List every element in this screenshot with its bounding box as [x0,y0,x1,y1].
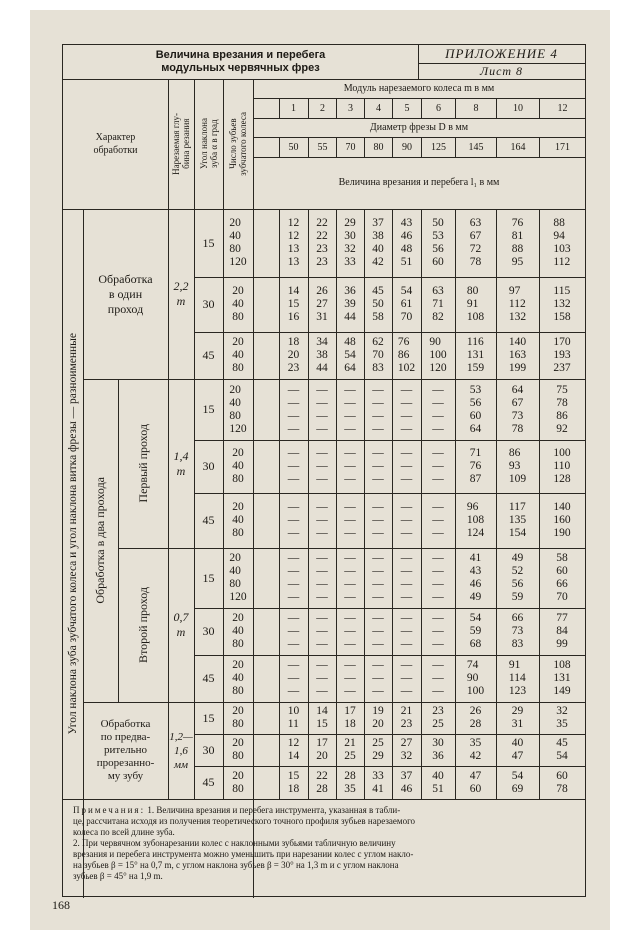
diameter-cell: 80 [364,137,392,157]
depth-single: 2,2 m [173,279,189,308]
value-cell: — — — [316,612,328,650]
value-cell: 76 81 88 95 [511,217,524,268]
value-cell: 32 35 [556,705,568,730]
value-cell: 17 20 [316,737,328,762]
value-cell: 29 30 32 33 [344,217,356,268]
value-cell: 47 60 [469,769,482,795]
module-cell: 3 [336,98,364,118]
value-cell: — — — [316,659,328,697]
diameter-cell: 55 [308,137,336,157]
value-cell: — — — [316,501,328,539]
value-cell: 28 35 [344,769,356,795]
col-divider [539,209,540,799]
diameter-cell: 171 [539,137,585,157]
diameter-cell: 70 [336,137,364,157]
value-cell: — — — — [316,552,328,603]
value-cell: 74 90 100 [466,659,485,697]
value-cell: 54 61 70 [400,285,413,323]
value-cell: 37 38 40 42 [372,217,384,268]
value-cell: 22 22 23 23 [316,217,328,268]
header-depth: Нарезаемая глу- бина резания [171,113,191,175]
appendix-label: ПРИЛОЖЕНИЕ 4 [445,46,558,61]
module-row [253,98,585,118]
value-cell: — — — — [344,552,356,603]
value-cell: 29 31 [511,705,524,730]
header-module: Модуль нарезаемого колеса m в мм [343,82,495,94]
diameter-cell: 145 [455,137,496,157]
value-cell: — — — — [344,383,356,435]
value-cell: 17 18 [344,705,356,730]
teeth-cell: 20 40 80 [232,659,244,697]
value-cell: 48 54 64 [344,336,356,374]
value-cell: 63 67 72 78 [469,217,482,268]
value-cell: — — — [344,612,356,650]
value-cell: — — — [400,501,413,539]
value-cell: 77 84 99 [556,612,568,650]
module-cell: 8 [455,98,496,118]
group-pre-cut: Обработка по предва- рительно прорезанно- му зубу [96,718,155,782]
table-frame [62,44,586,897]
col-divider [455,209,456,799]
teeth-cell: 20 40 80 [232,285,244,323]
value-cell: — — — [372,612,384,650]
header-diameter: Диаметр фрезы D в мм [369,121,469,133]
depth-first: 1,4 m [173,448,189,478]
value-cell: — — — — [372,383,384,435]
angle-cell: 30 [202,297,215,311]
value-cell: 50 53 56 60 [432,217,444,268]
value-cell: — — — — [287,383,300,435]
header-teeth: Число зубьев зубчатого колеса [228,112,248,176]
value-cell: 91 114 123 [508,659,527,697]
teeth-cell: 20 40 80 [232,447,244,485]
teeth-cell: 20 40 80 120 [229,217,247,268]
value-cell: 22 28 [316,769,328,795]
col-divider [496,209,497,799]
value-cell: 66 73 83 [511,612,524,650]
value-cell: 18 20 23 [287,336,300,374]
value-cell: 90 100 120 [429,336,447,374]
value-cell: — — — [287,612,300,650]
value-cell: 26 28 [469,705,482,730]
value-cell: 80 91 108 [466,285,485,323]
value-cell: 12 12 13 13 [287,217,300,268]
value-cell: 10 11 [287,705,300,730]
value-cell: 12 14 [287,737,300,762]
teeth-cell: 20 40 80 [232,612,244,650]
value-cell: — — — [344,501,356,539]
module-cell: 12 [539,98,585,118]
value-cell: — — — [432,659,444,697]
teeth-cell: 20 40 80 [232,501,244,539]
teeth-cell: 20 40 80 [232,336,244,374]
module-cell: 1 [291,102,296,114]
value-cell: — — — — [432,552,444,603]
col-divider [279,137,280,157]
value-cell: 34 38 44 [316,336,328,374]
value-cell: — — — [432,612,444,650]
value-cell: 45 54 [556,737,568,762]
value-cell: 170 193 237 [553,336,571,374]
value-cell: — — — — [316,383,328,435]
value-cell: 30 36 [432,737,444,762]
angle-cell: 15 [202,235,215,250]
angle-cell: 15 [202,710,215,725]
teeth-cell: 20 80 [232,705,244,730]
value-cell: 15 18 [287,769,300,795]
notes [73,805,578,882]
teeth-cell: 20 80 [232,769,244,795]
header-character: Характер обработки [93,132,138,156]
diameter-cell: 50 [288,141,299,153]
value-cell: — — — [372,501,384,539]
value-cell: 140 160 190 [553,501,571,539]
value-cell: 71 76 87 [469,447,482,485]
value-cell: — — — [287,447,300,485]
value-cell: 96 108 124 [466,501,485,539]
value-cell: — — — — [287,552,300,603]
teeth-cell: 20 40 80 120 [229,552,247,603]
value-cell: 62 70 83 [372,336,384,374]
value-cell: 27 32 [400,737,413,762]
value-cell: — — — [344,447,356,485]
angle-cell: 45 [202,348,215,362]
value-cell: 64 67 73 78 [511,383,524,435]
page-number: 168 [52,898,70,912]
angle-cell: 45 [202,671,215,685]
value-cell: 40 47 [511,737,524,762]
value-cell: — — — — [372,552,384,603]
module-cell: 2 [308,98,336,118]
value-cell: 36 39 44 [344,285,356,323]
col-divider [279,98,280,118]
value-cell: 97 112 132 [508,285,527,323]
value-cell: — — — [372,447,384,485]
value-cell: 37 46 [400,769,413,795]
angle-cell: 45 [202,513,215,527]
table-title: Величина врезания и перебега модульных червячных фрез [155,49,326,74]
angle-cell: 45 [202,775,215,789]
value-cell: 19 20 [372,705,384,730]
value-cell: 108 131 149 [553,659,571,697]
value-cell: 49 52 56 59 [511,552,524,603]
value-cell: — — — — [400,552,413,603]
teeth-cell: 20 80 [232,737,244,762]
module-cell: 6 [421,98,455,118]
note-1: 1. Величина врезания и перебега инструмента, указанная в табли- це, рассчитана исходя из получения теоретического точного профиля зубьев нарезаемого колеса по всей длине зуба. [73,805,416,837]
value-cell: 115 132 158 [553,285,571,323]
notes-title: Примечания: [73,805,146,815]
value-cell: 35 42 [469,737,482,762]
value-cell: 76 86 102 [397,336,416,374]
value-cell: 43 46 48 51 [400,217,413,268]
value-cell: — — — [400,447,413,485]
value-cell: 58 60 66 70 [556,552,568,603]
header-angle: Угол наклона зуба α в град [198,118,219,170]
value-cell: 75 78 86 92 [556,383,568,435]
value-cell: — — — [372,659,384,697]
module-cell: 10 [496,98,539,118]
angle-cell: 15 [202,402,215,416]
angle-cell: 30 [202,459,215,473]
side-label: Угол наклона зуба зубчатого колеса и угол наклона витка фрезы — разноименные [67,333,79,735]
value-cell: 23 25 [432,705,444,730]
value-cell: 86 93 109 [508,447,527,485]
value-cell: — — — [287,501,300,539]
value-cell: 26 27 31 [316,285,328,323]
value-cell: 54 59 68 [469,612,482,650]
value-cell: 21 23 [400,705,413,730]
col-divider [336,209,337,799]
value-cell: — — — — [400,383,413,435]
value-cell: — — — [432,501,444,539]
value-cell: — — — [316,447,328,485]
value-cell: — — — [400,659,413,697]
angle-cell: 15 [202,570,215,585]
col-divider [421,209,422,799]
value-cell: 14 15 [316,705,328,730]
value-cell: — — — [432,447,444,485]
group-two-passes: Обработка в два прохода [93,477,107,604]
value-cell: 100 110 128 [553,447,571,485]
diameter-row [253,137,585,157]
angle-cell: 30 [202,742,215,757]
teeth-cell: 20 40 80 120 [229,383,247,435]
value-cell: 45 50 58 [372,285,384,323]
group-single-pass: Обработка в один проход [98,271,153,316]
angle-cell: 30 [202,624,215,638]
value-cell: — — — [287,659,300,697]
depth-pre: 1,2— 1,6 мм [169,730,193,771]
header-value: Величина врезания и перебега l₁ в мм [338,177,500,188]
diameter-cell: 90 [392,137,421,157]
value-cell: 14 15 16 [287,285,300,323]
diameter-cell: 125 [421,137,455,157]
note-2: 2. При червячном зубонарезании колес с наклонными зубьями табличную величину врезания и перебега инструмента можно уменьшить при нарезании колес с углом накло- на зубьев β = 15° на 0,7 m, с углом наклона зубьев β = 30° на 1,3 m и с углом наклона зубьев β = 45° на 1,9 m. [73,838,414,881]
group-first-pass: Первый проход [135,424,150,503]
value-cell: 21 25 [344,737,356,762]
value-cell: — — — — [432,383,444,435]
value-cell: 116 131 159 [466,336,485,374]
value-cell: 41 43 46 49 [469,552,482,603]
value-cell: 25 29 [372,737,384,762]
group-second-pass: Второй проход [135,587,150,663]
value-cell: 117 135 154 [508,501,527,539]
col-divider [364,209,365,799]
depth-second: 0,7 m [173,610,189,639]
value-cell: 33 41 [372,769,384,795]
value-cell: 63 71 82 [432,285,444,323]
col-divider [279,209,280,799]
sheet-label: Лист 8 [479,63,524,78]
value-cell: 40 51 [432,769,444,795]
value-cell: — — — [344,659,356,697]
value-cell: 140 163 199 [508,336,527,374]
value-cell: 54 69 [511,769,524,795]
diameter-cell: 164 [496,137,539,157]
module-cell: 5 [392,98,421,118]
book-page [30,10,610,930]
col-divider [308,209,309,799]
value-cell: 88 94 103 112 [553,217,571,268]
col-divider [392,209,393,799]
value-cell: — — — [400,612,413,650]
value-cell: 60 78 [556,769,568,795]
module-cell: 4 [364,98,392,118]
value-cell: 53 56 60 64 [469,383,482,435]
